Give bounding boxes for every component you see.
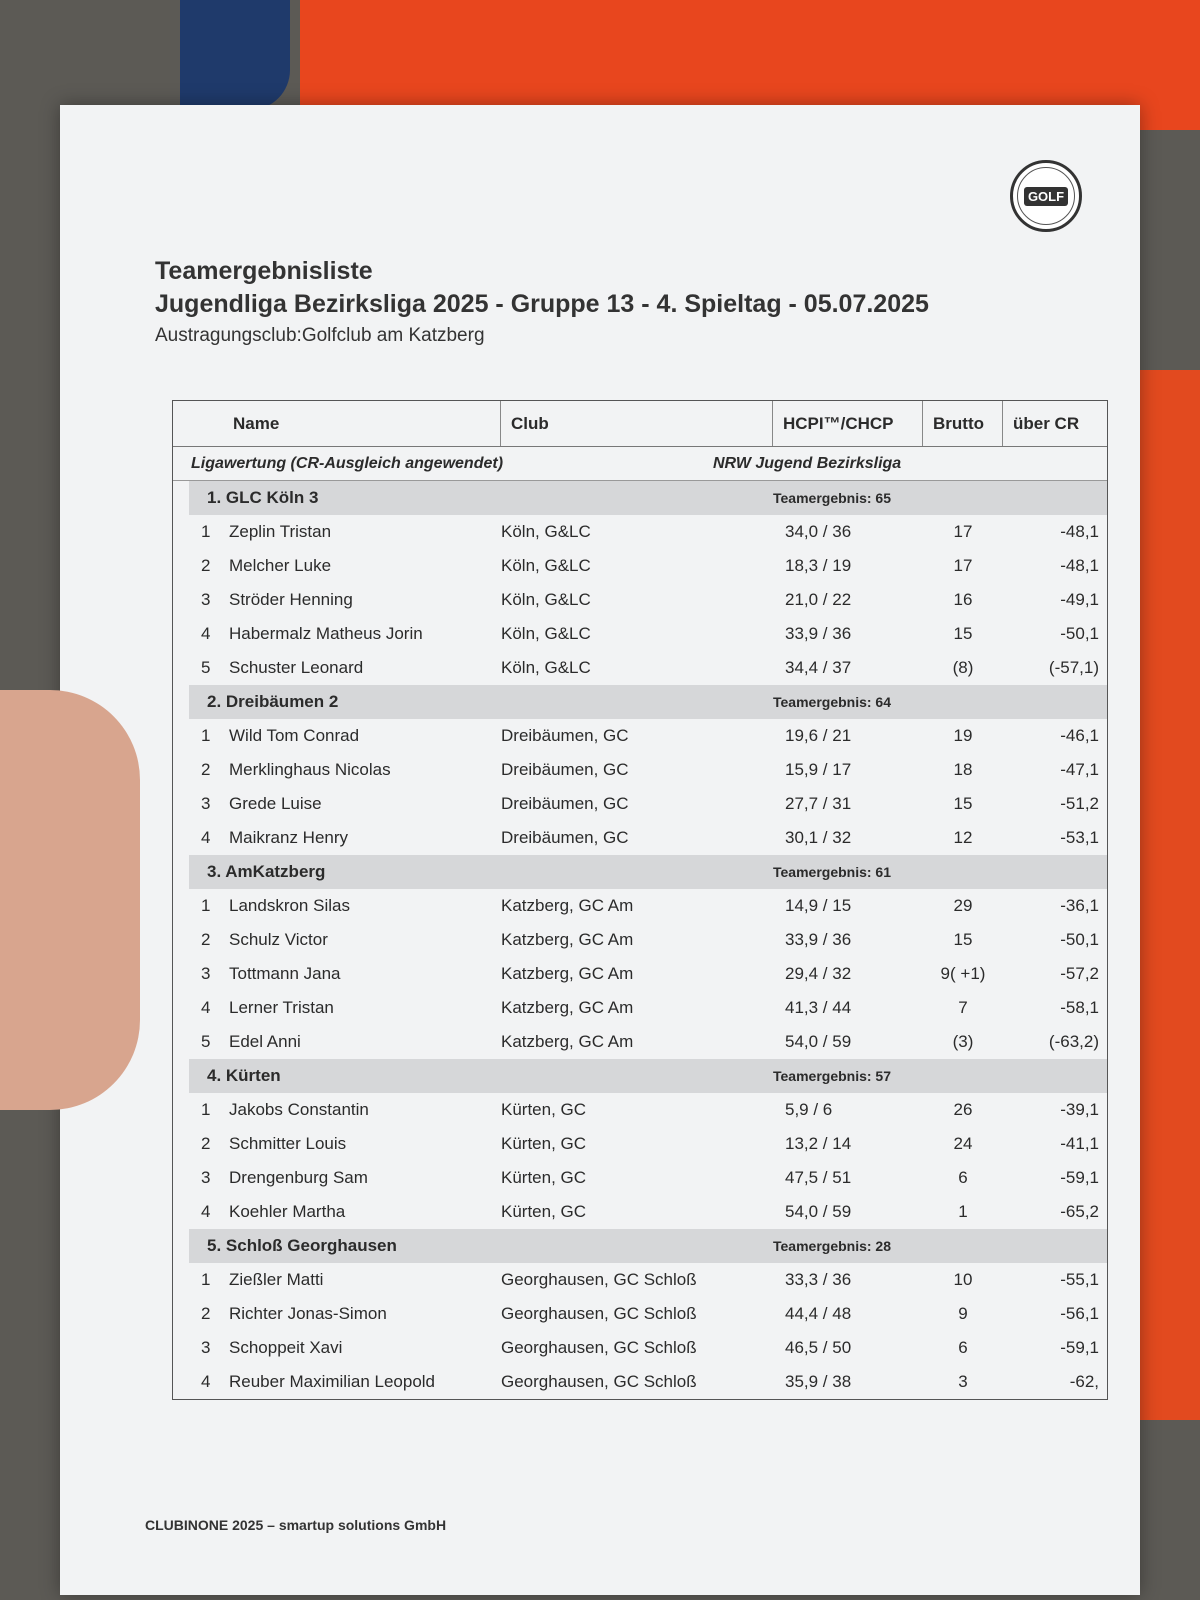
table-row	[173, 753, 1107, 787]
golf-association-logo-icon	[1010, 160, 1082, 232]
team-name: 4. Kürten	[207, 1066, 281, 1085]
player-position: 3	[201, 1338, 211, 1357]
player-position: 1	[201, 1100, 211, 1119]
player-hcp: 27,7 / 31	[785, 794, 852, 813]
player-over-cr: (-57,1)	[1048, 658, 1099, 677]
player-hcp: 46,5 / 50	[785, 1338, 852, 1357]
table-row	[173, 1331, 1107, 1365]
player-club: Köln, G&LC	[501, 624, 591, 643]
player-over-cr: -59,1	[1060, 1338, 1099, 1357]
player-position: 4	[201, 1372, 211, 1391]
player-hcp: 33,9 / 36	[785, 930, 852, 949]
table-row	[173, 1365, 1107, 1399]
background-hose	[180, 0, 290, 110]
player-club: Georghausen, GC Schloß	[501, 1270, 697, 1289]
player-over-cr: -55,1	[1060, 1270, 1099, 1289]
player-name: Richter Jonas-Simon	[229, 1304, 387, 1323]
player-hcp: 47,5 / 51	[785, 1168, 852, 1187]
team-header	[189, 855, 1107, 889]
sheet-heading	[155, 257, 929, 347]
team-result: Teamergebnis: 65	[773, 490, 892, 506]
column-header-club: Club	[501, 401, 773, 446]
player-club: Georghausen, GC Schloß	[501, 1372, 697, 1391]
table-row	[173, 1161, 1107, 1195]
column-header-brutto: Brutto	[923, 401, 1003, 446]
player-over-cr: -58,1	[1060, 998, 1099, 1017]
league-name: NRW Jugend Bezirksliga	[713, 454, 902, 472]
player-name: Schulz Victor	[229, 930, 328, 949]
player-name: Grede Luise	[229, 794, 322, 813]
player-name: Schuster Leonard	[229, 658, 364, 677]
team-result: Teamergebnis: 28	[773, 1238, 892, 1254]
player-club: Köln, G&LC	[501, 556, 591, 575]
player-brutto: 17	[953, 556, 973, 575]
table-row	[173, 1263, 1107, 1297]
sheet-title: Teamergebnisliste	[155, 257, 373, 285]
player-club: Köln, G&LC	[501, 590, 591, 609]
table-row	[173, 1297, 1107, 1331]
player-brutto: 7	[958, 998, 968, 1017]
player-name: Maikranz Henry	[229, 828, 349, 847]
player-brutto: 29	[953, 896, 973, 915]
player-over-cr: -36,1	[1060, 896, 1099, 915]
player-hcp: 29,4 / 32	[785, 964, 852, 983]
player-club: Katzberg, GC Am	[501, 930, 634, 949]
player-brutto: 12	[953, 828, 973, 847]
player-name: Reuber Maximilian Leopold	[229, 1372, 436, 1391]
player-position: 5	[201, 1032, 211, 1051]
player-position: 4	[201, 828, 211, 847]
player-brutto: 15	[953, 930, 973, 949]
team-name: 2. Dreibäumen 2	[207, 692, 339, 711]
player-hcp: 21,0 / 22	[785, 590, 852, 609]
player-hcp: 15,9 / 17	[785, 760, 852, 779]
player-club: Katzberg, GC Am	[501, 964, 634, 983]
player-over-cr: -50,1	[1060, 624, 1099, 643]
result-sheet	[60, 105, 1140, 1595]
column-header-hcp: HCPI™/CHCP	[773, 401, 923, 446]
player-hcp: 19,6 / 21	[785, 726, 852, 745]
player-club: Georghausen, GC Schloß	[501, 1338, 697, 1357]
player-club: Dreibäumen, GC	[501, 760, 629, 779]
player-hcp: 35,9 / 38	[785, 1372, 852, 1391]
player-over-cr: -50,1	[1060, 930, 1099, 949]
team-sections	[173, 481, 1107, 1399]
player-name: Drengenburg Sam	[229, 1168, 368, 1187]
table-row	[173, 549, 1107, 583]
player-over-cr: -49,1	[1060, 590, 1099, 609]
table-row	[173, 889, 1107, 923]
team-header	[189, 1059, 1107, 1093]
player-position: 4	[201, 1202, 211, 1221]
player-over-cr: -65,2	[1060, 1202, 1099, 1221]
player-position: 2	[201, 1134, 211, 1153]
player-club: Katzberg, GC Am	[501, 896, 634, 915]
logo-text: GOLF	[1024, 187, 1068, 206]
player-brutto: (3)	[952, 1032, 974, 1051]
player-name: Habermalz Matheus Jorin	[229, 624, 423, 643]
league-row	[173, 447, 1107, 481]
player-name: Wild Tom Conrad	[229, 726, 360, 745]
player-position: 5	[201, 658, 211, 677]
player-brutto: 24	[953, 1134, 973, 1153]
background-jacket-right	[1140, 370, 1200, 1420]
player-brutto: 26	[953, 1100, 973, 1119]
team-name: 3. AmKatzberg	[207, 862, 326, 881]
player-over-cr: -47,1	[1060, 760, 1099, 779]
player-brutto: 10	[953, 1270, 973, 1289]
team-header	[189, 481, 1107, 515]
player-club: Kürten, GC	[501, 1168, 587, 1187]
player-position: 3	[201, 964, 211, 983]
table-row	[173, 821, 1107, 855]
player-club: Georghausen, GC Schloß	[501, 1304, 697, 1323]
player-position: 3	[201, 590, 211, 609]
table-row	[173, 651, 1107, 685]
player-hcp: 13,2 / 14	[785, 1134, 852, 1153]
player-brutto: 16	[953, 590, 973, 609]
results-table	[172, 400, 1108, 1400]
player-brutto: 17	[953, 522, 973, 541]
player-over-cr: -53,1	[1060, 828, 1099, 847]
player-name: Jakobs Constantin	[229, 1100, 369, 1119]
table-row	[173, 515, 1107, 549]
player-club: Kürten, GC	[501, 1100, 587, 1119]
player-over-cr: -51,2	[1060, 794, 1099, 813]
venue-line: Austragungsclub:Golfclub am Katzberg	[155, 325, 485, 346]
team-name: 5. Schloß Georghausen	[207, 1236, 397, 1255]
player-name: Zeplin Tristan	[229, 522, 332, 541]
player-brutto: 3	[958, 1372, 968, 1391]
player-club: Dreibäumen, GC	[501, 828, 629, 847]
player-brutto: 19	[953, 726, 973, 745]
player-brutto: 15	[953, 794, 973, 813]
team-result: Teamergebnis: 57	[773, 1068, 892, 1084]
player-hcp: 30,1 / 32	[785, 828, 852, 847]
player-hcp: 33,3 / 36	[785, 1270, 852, 1289]
player-hcp: 41,3 / 44	[785, 998, 852, 1017]
player-position: 2	[201, 556, 211, 575]
player-brutto: 18	[953, 760, 973, 779]
table-row	[173, 923, 1107, 957]
table-row	[173, 957, 1107, 991]
table-row	[173, 787, 1107, 821]
player-position: 1	[201, 1270, 211, 1289]
holding-hand	[0, 690, 140, 1110]
player-name: Edel Anni	[229, 1032, 301, 1051]
team-header	[189, 1229, 1107, 1263]
player-position: 3	[201, 794, 211, 813]
table-row	[173, 617, 1107, 651]
league-label: Ligawertung (CR-Ausgleich angewendet)	[191, 454, 504, 472]
column-header-name: Name	[173, 401, 501, 446]
player-club: Kürten, GC	[501, 1202, 587, 1221]
table-row	[173, 1093, 1107, 1127]
player-club: Katzberg, GC Am	[501, 998, 634, 1017]
team-result: Teamergebnis: 61	[773, 864, 892, 880]
player-over-cr: (-63,2)	[1048, 1032, 1099, 1051]
table-row	[173, 719, 1107, 753]
footer-text: CLUBINONE 2025 – smartup solutions GmbH	[145, 1517, 447, 1533]
player-name: Tottmann Jana	[229, 964, 341, 983]
player-hcp: 33,9 / 36	[785, 624, 852, 643]
player-over-cr: -41,1	[1060, 1134, 1099, 1153]
player-brutto: 9( +1)	[940, 964, 986, 983]
player-over-cr: -46,1	[1060, 726, 1099, 745]
player-name: Schoppeit Xavi	[229, 1338, 343, 1357]
player-over-cr: -57,2	[1060, 964, 1099, 983]
player-hcp: 18,3 / 19	[785, 556, 852, 575]
player-name: Ströder Henning	[229, 590, 353, 609]
player-brutto: 9	[958, 1304, 968, 1323]
player-name: Koehler Martha	[229, 1202, 346, 1221]
player-name: Lerner Tristan	[229, 998, 334, 1017]
team-header	[189, 685, 1107, 719]
player-position: 4	[201, 998, 211, 1017]
table-row	[173, 1025, 1107, 1059]
player-position: 1	[201, 896, 211, 915]
player-position: 2	[201, 760, 211, 779]
table-row	[173, 1195, 1107, 1229]
player-position: 3	[201, 1168, 211, 1187]
player-name: Landskron Silas	[229, 896, 350, 915]
player-position: 1	[201, 522, 211, 541]
player-position: 4	[201, 624, 211, 643]
table-row	[173, 991, 1107, 1025]
player-position: 2	[201, 1304, 211, 1323]
player-brutto: 6	[958, 1168, 968, 1187]
player-club: Dreibäumen, GC	[501, 794, 629, 813]
player-hcp: 54,0 / 59	[785, 1032, 852, 1051]
player-club: Kürten, GC	[501, 1134, 587, 1153]
player-hcp: 14,9 / 15	[785, 896, 852, 915]
player-name: Merklinghaus Nicolas	[229, 760, 391, 779]
player-hcp: 54,0 / 59	[785, 1202, 852, 1221]
team-name: 1. GLC Köln 3	[207, 488, 319, 507]
player-over-cr: -48,1	[1060, 522, 1099, 541]
player-hcp: 34,0 / 36	[785, 522, 852, 541]
player-name: Melcher Luke	[229, 556, 332, 575]
player-hcp: 34,4 / 37	[785, 658, 852, 677]
player-hcp: 5,9 / 6	[785, 1100, 833, 1119]
table-row	[173, 1127, 1107, 1161]
player-over-cr: -59,1	[1060, 1168, 1099, 1187]
player-over-cr: -48,1	[1060, 556, 1099, 575]
player-over-cr: -56,1	[1060, 1304, 1099, 1323]
sheet-subtitle: Jugendliga Bezirksliga 2025 - Gruppe 13 - 4. Spieltag - 05.07.2025	[155, 290, 929, 318]
player-over-cr: -62,	[1069, 1372, 1099, 1391]
table-row	[173, 583, 1107, 617]
player-club: Köln, G&LC	[501, 522, 591, 541]
player-position: 2	[201, 930, 211, 949]
player-brutto: 6	[958, 1338, 968, 1357]
player-brutto: 1	[958, 1202, 968, 1221]
player-name: Zießler Matti	[229, 1270, 324, 1289]
table-header	[173, 401, 1107, 447]
team-result: Teamergebnis: 64	[773, 694, 892, 710]
column-header-cr: über CR	[1013, 413, 1080, 433]
player-club: Köln, G&LC	[501, 658, 591, 677]
player-club: Dreibäumen, GC	[501, 726, 629, 745]
player-brutto: 15	[953, 624, 973, 643]
player-name: Schmitter Louis	[229, 1134, 347, 1153]
player-brutto: (8)	[952, 658, 974, 677]
player-position: 1	[201, 726, 211, 745]
player-over-cr: -39,1	[1060, 1100, 1099, 1119]
player-hcp: 44,4 / 48	[785, 1304, 852, 1323]
player-club: Katzberg, GC Am	[501, 1032, 634, 1051]
